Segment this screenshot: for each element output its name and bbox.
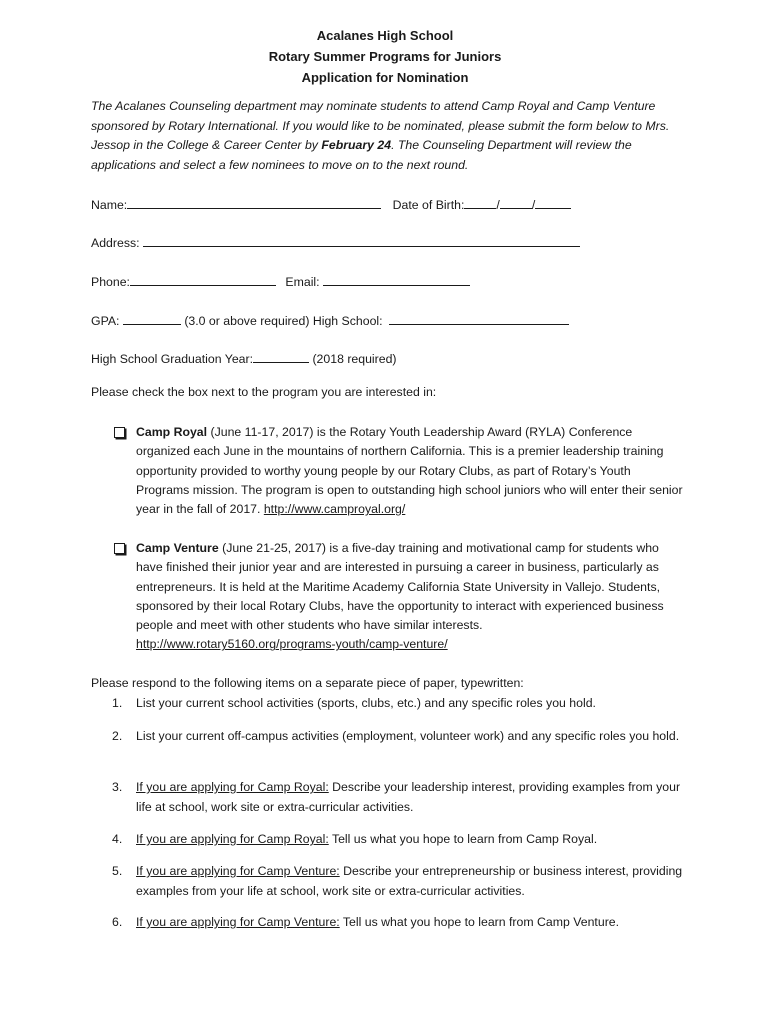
name-row (91, 197, 571, 212)
camp-venture-link[interactable]: http://www.rotary5160.org/programs-youth/camp-venture/ (136, 637, 448, 652)
question-text: List your current off-campus activities (employment, volunteer work) and any specific roles you hold. (136, 729, 680, 743)
question-item (112, 778, 687, 817)
phone-label: Phone: (91, 275, 130, 289)
grad-year-label: High School Graduation Year: (91, 352, 254, 366)
address-row (91, 235, 580, 250)
question-item (112, 830, 687, 850)
dob-day-field[interactable] (500, 197, 532, 209)
question-number: 5. (112, 864, 123, 878)
question-item (112, 862, 687, 901)
camp-royal-checkbox[interactable] (114, 427, 125, 438)
email-field[interactable] (323, 274, 470, 286)
phone-field[interactable] (130, 274, 276, 286)
grad-year-note: (2018 required) (312, 352, 397, 366)
camp-venture-name: Camp Venture (136, 541, 219, 555)
question-text: Tell us what you hope to learn from Camp Royal. (328, 832, 598, 846)
camp-royal-option (114, 423, 684, 519)
question-number: 4. (112, 832, 123, 846)
dob-month-field[interactable] (464, 197, 496, 209)
question-item (112, 694, 687, 714)
deadline-date: February 24 (321, 138, 392, 152)
question-condition: If you are applying for Camp Royal: (136, 832, 329, 846)
camp-venture-description: (June 21-25, 2017) is a five-day training and motivational camp for students who have finished their junior year and are interested in pursuing a career in business, particularly as entrepreneurs. It is held at the Maritime Academy California State University in Vallejo. Students, sponsored by their local Rotary Clubs, have the opportunity to interact with experienced business people and meet with other students who have similar interests. (136, 541, 664, 633)
gpa-label: GPA: (91, 314, 120, 328)
question-number: 3. (112, 780, 123, 794)
question-condition: If you are applying for Camp Royal: (136, 780, 329, 794)
camp-royal-link[interactable]: http://www.camproyal.org/ (263, 502, 406, 517)
question-text: Tell us what you hope to learn from Camp Venture. (339, 915, 620, 929)
program-instruction: Please check the box next to the program you are interested in: (91, 385, 437, 399)
question-number: 2. (112, 729, 123, 743)
question-text: Describe your entrepreneurship or business interest, providing examples from your life at school, work site or extra-curricular activities. (136, 864, 683, 898)
questions-instruction: Please respond to the following items on a separate piece of paper, typewritten: (91, 676, 524, 690)
gpa-field[interactable] (123, 313, 181, 325)
camp-venture-option (114, 539, 684, 655)
camp-venture-text (136, 539, 684, 655)
dob-label: Date of Birth: (392, 198, 465, 212)
question-text: List your current school activities (sports, clubs, etc.) and any specific roles you hold. (136, 696, 596, 710)
phone-email-row (91, 274, 470, 289)
question-item (112, 913, 687, 933)
school-title: Acalanes High School (316, 28, 454, 43)
form-title: Application for Nomination (301, 70, 469, 85)
program-title: Rotary Summer Programs for Juniors (268, 49, 502, 64)
high-school-label: High School: (312, 314, 383, 328)
question-number: 6. (112, 915, 123, 929)
question-item (112, 727, 687, 747)
question-number: 1. (112, 696, 123, 710)
gpa-note: (3.0 or above required) (184, 314, 310, 328)
camp-venture-checkbox[interactable] (114, 543, 125, 554)
question-condition: If you are applying for Camp Venture: (136, 864, 340, 878)
intro-text-2: . The Counseling Department will review the applications and select a few nominees to move on to the next round. (91, 138, 632, 172)
email-label: Email: (285, 275, 320, 289)
dob-separator: / (496, 198, 500, 212)
camp-royal-name: Camp Royal (136, 425, 208, 439)
dob-year-field[interactable] (535, 197, 571, 209)
gpa-row (91, 313, 569, 328)
dob-separator: / (531, 198, 536, 212)
question-condition: If you are applying for Camp Venture: (136, 915, 340, 929)
high-school-field[interactable] (389, 313, 569, 325)
grad-year-field[interactable] (253, 351, 309, 363)
intro-paragraph (91, 97, 691, 175)
question-text: Describe your leadership interest, providing examples from your life at school, work site or extra-curricular activities. (136, 780, 681, 814)
intro-text-1: The Acalanes Counseling department may nominate students to attend Camp Royal and Camp Venture sponsored by Rotary International. If you would like to be nominated, please submit the form below to Mrs. Jessop in the College & Career Center by (91, 99, 670, 152)
camp-royal-description: (June 11-17, 2017) is the Rotary Youth Leadership Award (RYLA) Conference organized each June in the mountains of northern California. This is a premier leadership training opportunity provided to worthy young people by our Rotary Clubs, as part of Rotary’s Youth Programs mission. The program is open to outstanding high school juniors who will enter their senior year in the fall of 2017. (136, 425, 683, 517)
grad-year-row (91, 351, 397, 366)
address-label: Address: (91, 236, 140, 250)
name-label: Name: (91, 198, 128, 212)
address-field[interactable] (143, 235, 580, 247)
camp-royal-text (136, 423, 684, 519)
name-field[interactable] (127, 197, 381, 209)
